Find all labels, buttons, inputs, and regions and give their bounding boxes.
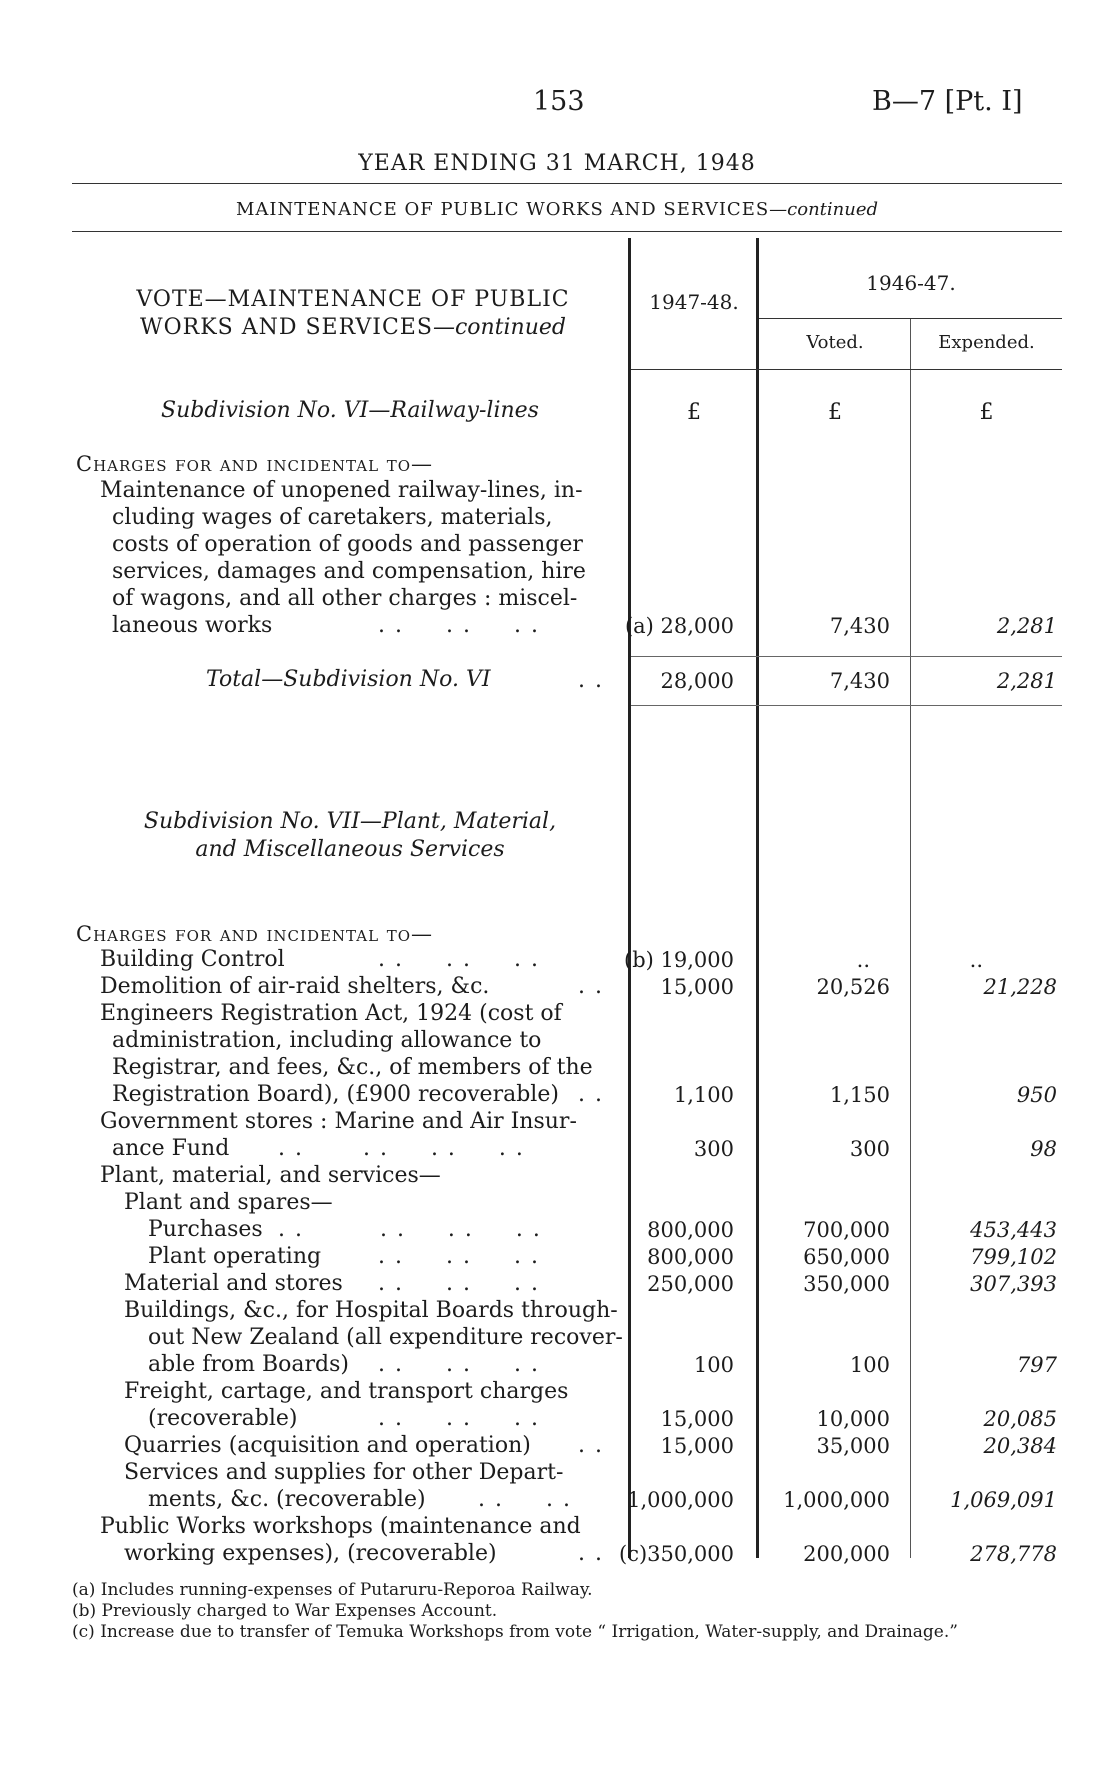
sub7-row-expended: .. xyxy=(969,948,983,972)
sub7-row-current: 300 xyxy=(693,1137,734,1161)
sub7-row-label: able from Boards) xyxy=(148,1352,350,1377)
leader-dots: .. xyxy=(578,1433,612,1458)
leader-dots: .. .. .. .. xyxy=(278,1217,550,1242)
sub7-charges-heading: Charges for and incidental to— xyxy=(76,922,434,946)
sub7-row-expended: 797 xyxy=(1016,1353,1057,1377)
sub6-total-expended: 2,281 xyxy=(996,669,1057,693)
sub6-item-line: laneous works xyxy=(112,613,273,638)
leader-dots: .. .. xyxy=(478,1487,580,1512)
subdivision-7-title: Subdivision No. VII—Plant, Material, and Miscellaneous Services xyxy=(143,809,557,862)
sub7-row-label: Demolition of air-raid shelters, &c. xyxy=(100,974,490,999)
sub7-row-current: (b) 19,000 xyxy=(624,948,734,972)
sub7-row-expended: 799,102 xyxy=(970,1245,1057,1269)
sub7-row-voted: 1,000,000 xyxy=(783,1488,890,1512)
leader-dots: .. .. .. .. xyxy=(278,1136,533,1161)
sub7-row-current: 15,000 xyxy=(660,1434,734,1458)
sub7-row-voted: 300 xyxy=(849,1137,890,1161)
sub7-row-expended: 20,085 xyxy=(983,1407,1057,1431)
sub7-row-label: (recoverable) xyxy=(148,1406,298,1431)
sub7-row-current: 800,000 xyxy=(647,1245,734,1269)
leader-dots: .. .. .. xyxy=(378,1352,548,1377)
leader-dots: .. .. .. xyxy=(378,947,548,972)
sub7-row-label: ance Fund xyxy=(112,1136,230,1161)
sub7-row-expended: 21,228 xyxy=(983,975,1057,999)
sub7-row-voted: 350,000 xyxy=(803,1272,890,1296)
sub7-row-label: Plant and spares— xyxy=(124,1190,333,1215)
col-head-expended: Expended. xyxy=(938,332,1035,353)
col-head-voted: Voted. xyxy=(806,332,864,353)
subdivision-6-title: Subdivision No. VI—Railway-lines xyxy=(161,398,539,423)
sub6-total-voted: 7,430 xyxy=(829,669,890,693)
sub7-row-current: 1,000,000 xyxy=(627,1488,734,1512)
subtotal-rule-bottom xyxy=(631,705,1062,706)
col-head-current: 1947-48. xyxy=(649,290,739,314)
sub7-row-expended: 307,393 xyxy=(970,1272,1057,1296)
page-number: 153 xyxy=(533,86,585,117)
sub7-row-voted: 20,526 xyxy=(816,975,890,999)
page-reference: B—7 [Pt. I] xyxy=(872,86,1023,117)
header-rule-bottom xyxy=(72,231,1062,232)
sub7-row-label: Government stores : Marine and Air Insur- xyxy=(100,1109,577,1134)
column-divider-2 xyxy=(756,238,759,1558)
sub7-row-current: (c)350,000 xyxy=(619,1542,734,1566)
leader-dots: .. xyxy=(578,974,612,999)
sub7-row-label: Services and supplies for other Depart- xyxy=(124,1460,564,1485)
sub7-row-label: administration, including allowance to xyxy=(112,1028,542,1053)
sub7-row-label: Buildings, &c., for Hospital Boards through- xyxy=(124,1298,618,1323)
column-head-rule xyxy=(631,369,1062,370)
sub7-row-label: Plant, material, and services— xyxy=(100,1163,441,1188)
year-title: YEAR ENDING 31 MARCH, 1948 xyxy=(358,151,756,176)
sub7-row-label: Registration Board), (£900 recoverable) xyxy=(112,1082,559,1107)
leader-dots: .. xyxy=(578,668,612,693)
sub7-row-current: 250,000 xyxy=(647,1272,734,1296)
sub7-row-label: ments, &c. (recoverable) xyxy=(148,1487,426,1512)
sub7-row-label: out New Zealand (all expenditure recover- xyxy=(148,1325,623,1350)
sub6-charges-heading: Charges for and incidental to— xyxy=(76,452,434,476)
sub7-row-label: Public Works workshops (maintenance and xyxy=(100,1514,581,1539)
sub6-item-line: of wagons, and all other charges : miscel- xyxy=(112,586,578,611)
sub7-row-label: Plant operating xyxy=(148,1244,322,1269)
sub7-row-voted: .. xyxy=(856,948,870,972)
col-head-prior: 1946-47. xyxy=(866,271,956,295)
sub7-row-label: Building Control xyxy=(100,947,285,972)
sub6-item-line: services, damages and compensation, hire xyxy=(112,559,586,584)
sub6-item-line: cluding wages of caretakers, materials, xyxy=(112,505,553,530)
pound-sign-expended: £ xyxy=(979,400,994,425)
sub7-row-current: 15,000 xyxy=(660,975,734,999)
sub6-item-current: (a) 28,000 xyxy=(624,614,734,638)
sub7-row-label: working expenses), (recoverable) xyxy=(124,1541,497,1566)
footnote-a: (a) Includes running-expenses of Putaruru-Reporoa Railway. xyxy=(72,1580,593,1600)
sub7-row-current: 100 xyxy=(693,1353,734,1377)
sub6-total-label: Total—Subdivision No. VI xyxy=(206,667,491,692)
sub7-row-expended: 98 xyxy=(1030,1137,1057,1161)
leader-dots: .. .. .. xyxy=(378,1271,548,1296)
sub7-row-expended: 1,069,091 xyxy=(950,1488,1057,1512)
sub6-item-voted: 7,430 xyxy=(829,614,890,638)
leader-dots: .. .. .. xyxy=(378,613,548,638)
section-title: MAINTENANCE OF PUBLIC WORKS AND SERVICES—continued xyxy=(235,199,879,220)
sub7-row-label: Engineers Registration Act, 1924 (cost of xyxy=(100,1001,562,1026)
leader-dots: .. xyxy=(578,1082,612,1107)
sub6-item-line: costs of operation of goods and passenger xyxy=(112,532,583,557)
sub7-row-expended: 453,443 xyxy=(970,1218,1057,1242)
header-rule-top xyxy=(72,183,1062,184)
sub7-row-label: Registrar, and fees, &c., of members of the xyxy=(112,1055,593,1080)
footnote-c: (c) Increase due to transfer of Temuka Workshops from vote “ Irrigation, Water-supply, and Drainage.” xyxy=(72,1622,958,1642)
sub7-row-voted: 100 xyxy=(849,1353,890,1377)
prior-year-rule xyxy=(759,318,1062,319)
pound-sign-current: £ xyxy=(687,400,701,425)
sub6-item-line: Maintenance of unopened railway-lines, in- xyxy=(100,478,583,503)
sub7-row-expended: 950 xyxy=(1016,1083,1057,1107)
sub7-row-expended: 278,778 xyxy=(970,1542,1057,1566)
sub7-row-voted: 200,000 xyxy=(803,1542,890,1566)
sub7-row-voted: 10,000 xyxy=(816,1407,890,1431)
sub7-row-current: 15,000 xyxy=(660,1407,734,1431)
leader-dots: .. .. .. xyxy=(378,1406,548,1431)
sub7-row-voted: 650,000 xyxy=(803,1245,890,1269)
sub7-row-label: Freight, cartage, and transport charges xyxy=(124,1379,569,1404)
leader-dots: .. xyxy=(578,1541,612,1566)
footnote-b: (b) Previously charged to War Expenses Account. xyxy=(72,1601,498,1621)
sub7-row-current: 1,100 xyxy=(673,1083,734,1107)
sub7-row-expended: 20,384 xyxy=(983,1434,1057,1458)
sub7-row-voted: 1,150 xyxy=(829,1083,890,1107)
sub6-item-expended: 2,281 xyxy=(996,614,1057,638)
sub7-row-current: 800,000 xyxy=(647,1218,734,1242)
pound-sign-voted: £ xyxy=(828,400,842,425)
sub7-row-label: Purchases xyxy=(148,1217,263,1242)
vote-heading: VOTE—MAINTENANCE OF PUBLIC WORKS AND SERVICES—continued xyxy=(136,287,570,340)
sub7-row-voted: 700,000 xyxy=(803,1218,890,1242)
sub7-row-label: Material and stores xyxy=(124,1271,343,1296)
sub7-row-label: Quarries (acquisition and operation) xyxy=(124,1433,531,1458)
leader-dots: .. .. .. xyxy=(378,1244,548,1269)
sub6-total-current: 28,000 xyxy=(660,669,734,693)
subtotal-rule-top xyxy=(631,656,1062,657)
sub7-row-voted: 35,000 xyxy=(816,1434,890,1458)
